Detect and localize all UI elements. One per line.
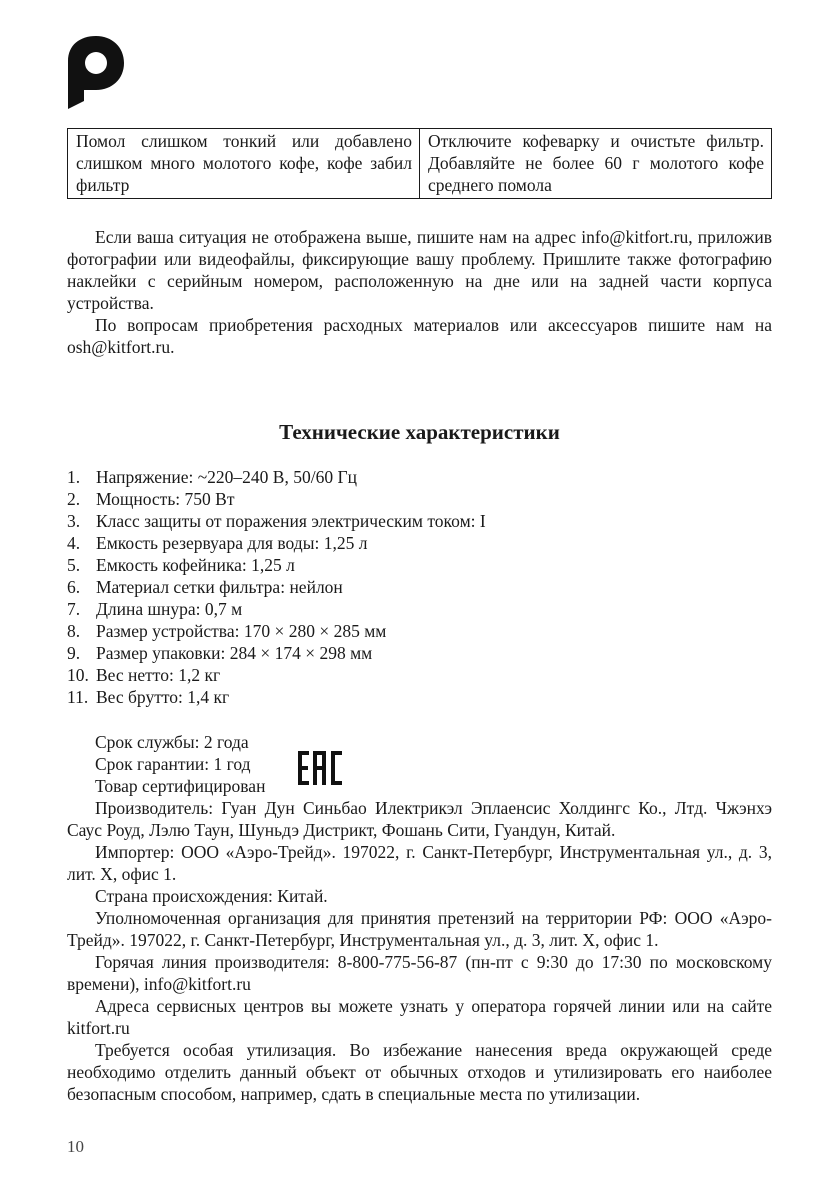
spec-text: Вес брутто: 1,4 кг xyxy=(96,687,230,707)
spec-number: 1. xyxy=(67,467,81,487)
eac-certification-mark xyxy=(298,751,342,785)
troubleshooting-table xyxy=(67,128,772,199)
solution-cell: Отключите кофеварку и очистьте фильтр. Добавляйте не более 60 г молотого кофе среднего помола xyxy=(420,129,772,199)
spec-text: Вес нетто: 1,2 кг xyxy=(96,665,221,685)
spec-number: 6. xyxy=(67,577,81,597)
spec-item xyxy=(67,598,772,620)
specs-title: Технические характеристики xyxy=(279,420,560,444)
spec-number: 2. xyxy=(67,489,81,509)
spec-number: 11. xyxy=(67,687,89,707)
accessories-paragraph: По вопросам приобретения расходных материалов или аксессуаров пишите нам на osh@kitfort.ru. xyxy=(67,315,772,357)
table-row xyxy=(68,129,772,199)
spec-text: Класс защиты от поражения электрическим током: I xyxy=(96,511,486,531)
specs-list xyxy=(67,466,772,708)
service-life: Срок службы: 2 года xyxy=(95,732,249,752)
spec-text: Емкость резервуара для воды: 1,25 л xyxy=(96,533,368,553)
spec-text: Длина шнура: 0,7 м xyxy=(96,599,243,619)
spec-number: 3. xyxy=(67,511,81,531)
kitfort-logo xyxy=(66,33,126,111)
spec-number: 9. xyxy=(67,643,81,663)
spec-item xyxy=(67,686,772,708)
spec-item xyxy=(67,466,772,488)
spec-item xyxy=(67,488,772,510)
spec-text: Размер упаковки: 284 × 174 × 298 мм xyxy=(96,643,373,663)
warranty: Срок гарантии: 1 год xyxy=(95,754,251,774)
info-lines xyxy=(95,731,265,797)
spec-item xyxy=(67,532,772,554)
spec-number: 4. xyxy=(67,533,81,553)
authorized-organization: Уполномоченная организация для принятия претензий на территории РФ: ООО «Аэро-Трейд». 197022, г. Санкт-Петербург, Инструментальная ул., д. 3, лит. Х, офис 1. xyxy=(67,908,772,950)
spec-text: Напряжение: ~220–240 В, 50/60 Гц xyxy=(96,467,357,487)
spec-item xyxy=(67,576,772,598)
certified: Товар сертифицирован xyxy=(95,776,266,796)
spec-item xyxy=(67,620,772,642)
spec-text: Материал сетки фильтра: нейлон xyxy=(96,577,343,597)
spec-text: Мощность: 750 Вт xyxy=(96,489,235,509)
spec-text: Емкость кофейника: 1,25 л xyxy=(96,555,295,575)
spec-number: 7. xyxy=(67,599,81,619)
problem-cell: Помол слишком тонкий или добавлено слишком много молотого кофе, кофе забил фильтр xyxy=(68,129,420,199)
spec-number: 8. xyxy=(67,621,81,641)
contact-paragraph: Если ваша ситуация не отображена выше, пишите нам на адрес info@kitfort.ru, приложив фотографии или видеофайлы, фиксирующие вашу проблему. Пришлите также фотографию наклейки с серийным номером, расположенную на дне или на задней части корпуса устройства. xyxy=(67,227,772,313)
spec-number: 10. xyxy=(67,665,89,685)
spec-item xyxy=(67,510,772,532)
spec-number: 5. xyxy=(67,555,81,575)
page-number: 10 xyxy=(67,1137,84,1156)
origin-country: Страна происхождения: Китай. xyxy=(95,886,328,906)
manufacturer: Производитель: Гуан Дун Синьбао Илектрикэл Эплаенсис Холдингс Ко., Лтд. Чжэнхэ Саус Роуд, Лэлю Таун, Шуньдэ Дистрикт, Фошань Сити, Гуандун, Китай. xyxy=(67,798,772,840)
spec-text: Размер устройства: 170 × 280 × 285 мм xyxy=(96,621,387,641)
importer: Импортер: ООО «Аэро-Трейд». 197022, г. Санкт-Петербург, Инструментальная ул., д. 3, лит. Х, офис 1. xyxy=(67,842,772,884)
info-block xyxy=(67,797,772,1105)
hotline: Горячая линия производителя: 8-800-775-56-87 (пн-пт с 9:30 до 17:30 по московскому времени), info@kitfort.ru xyxy=(67,952,772,994)
disposal-notice: Требуется особая утилизация. Во избежание нанесения вреда окружающей среде необходимо отделить данный объект от обычных отходов и утилизировать его наиболее безопасным способом, например, сдать в специальные места по утилизации. xyxy=(67,1040,772,1104)
service-centers: Адреса сервисных центров вы можете узнать у оператора горячей линии или на сайте kitfort.ru xyxy=(67,996,772,1038)
spec-item xyxy=(67,664,772,686)
spec-item xyxy=(67,554,772,576)
spec-item xyxy=(67,642,772,664)
